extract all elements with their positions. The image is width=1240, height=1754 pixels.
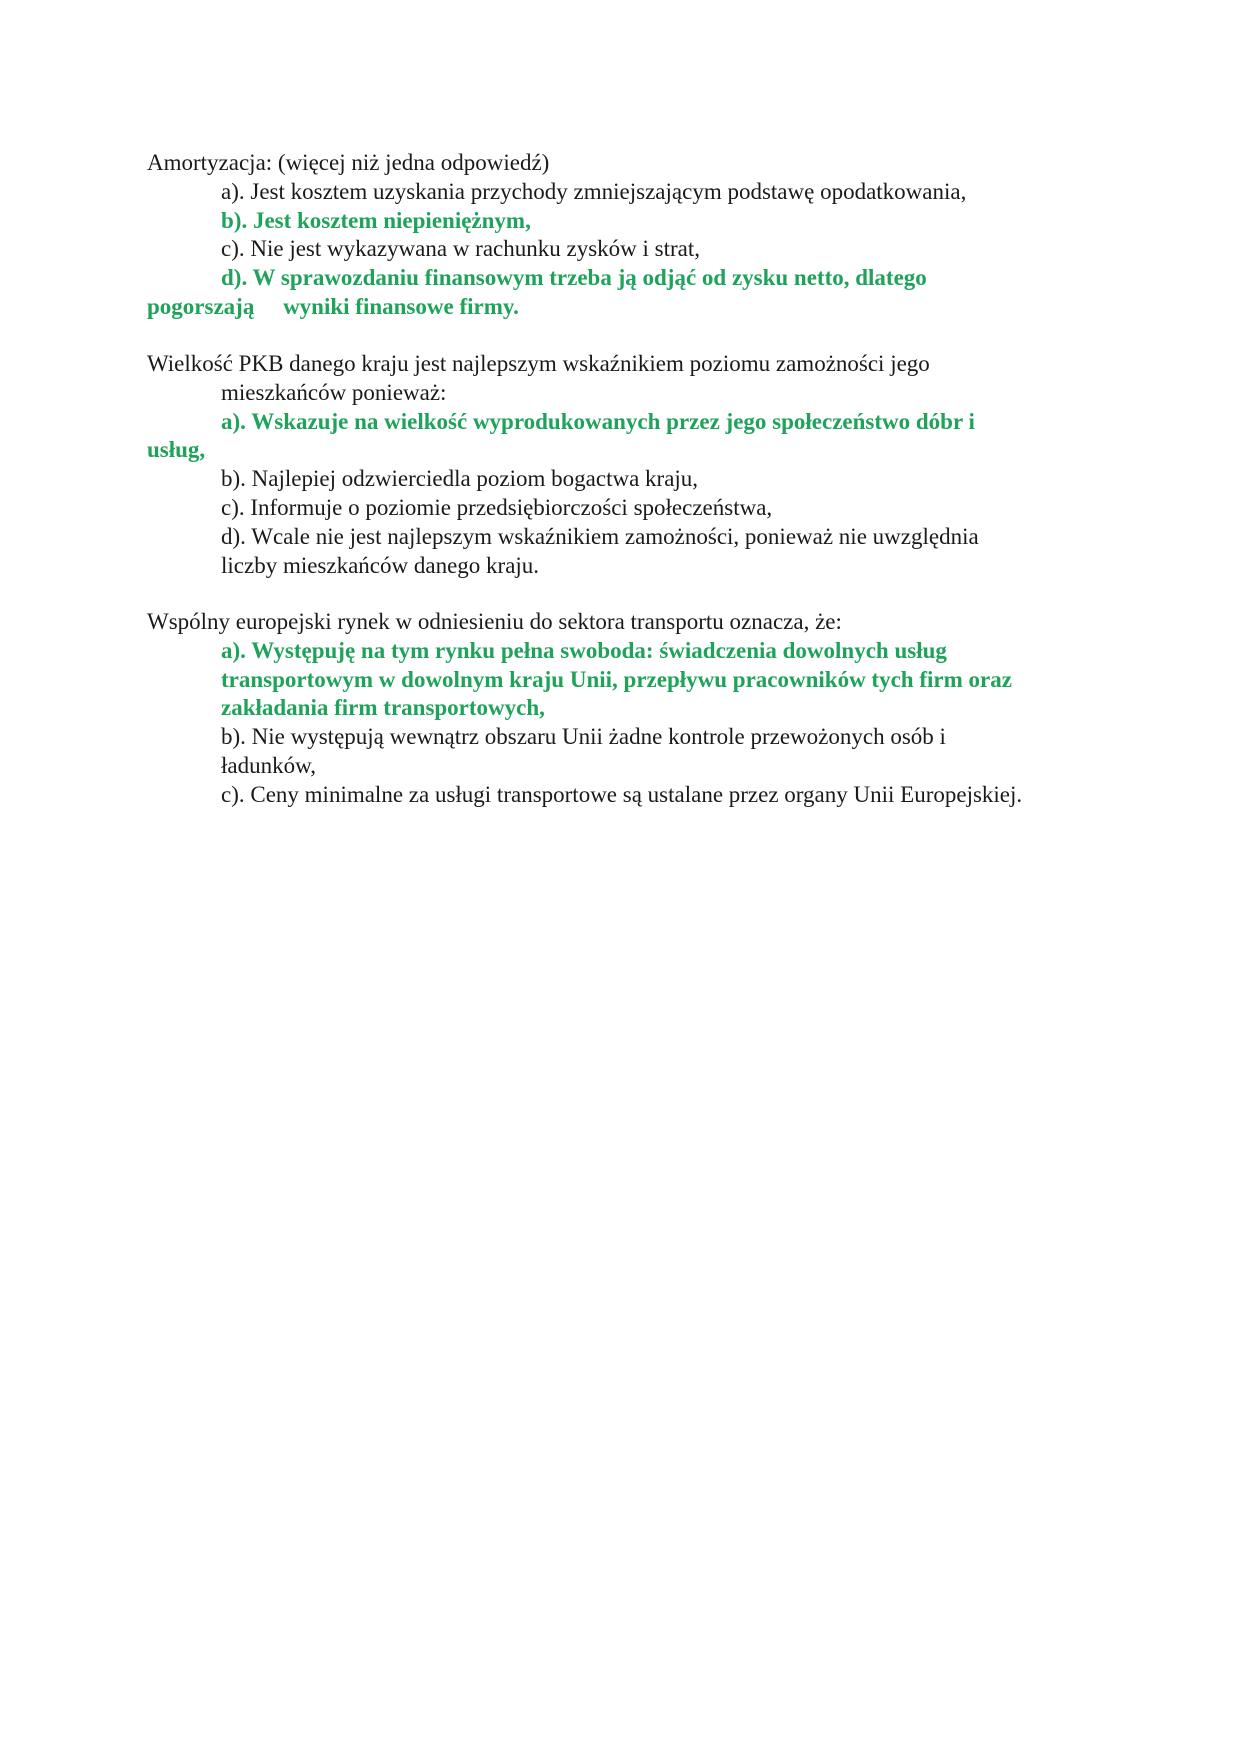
answer-a-correct-continuation: zakładania firm transportowych,: [221, 695, 545, 721]
question-block-pkb: [147, 350, 1107, 580]
question-text-continuation: mieszkańców ponieważ:: [221, 379, 447, 405]
answer-a-correct: a). Wskazuje na wielkość wyprodukowanych przez jego społeczeństwo dóbr i: [221, 408, 975, 434]
answer-d-continuation: liczby mieszkańców danego kraju.: [221, 552, 540, 578]
question-text: Wspólny europejski rynek w odniesieniu do sektora transportu oznacza, że:: [147, 609, 842, 634]
question-text: Amortyzacja: (więcej niż jedna odpowiedź): [147, 150, 550, 175]
question-text: Wielkość PKB danego kraju jest najlepszym wskaźnikiem poziomu zamożności jego: [147, 351, 930, 376]
answer-a-correct: a). Występuję na tym rynku pełna swoboda: świadczenia dowolnych usług: [221, 637, 947, 663]
answer-c: c). Informuje o poziomie przedsiębiorczości społeczeństwa,: [221, 494, 773, 520]
answer-b-correct: b). Jest kosztem niepieniężnym,: [221, 207, 531, 233]
answer-b: b). Najlepiej odzwierciedla poziom bogactwa kraju,: [221, 466, 699, 492]
question-block-amortyzacja: [147, 149, 1107, 322]
answer-b-continuation: ładunków,: [221, 752, 316, 778]
answer-d: d). Wcale nie jest najlepszym wskaźnikiem zamożności, ponieważ nie uwzględnia: [221, 523, 979, 549]
question-block-transport: [147, 608, 1107, 810]
answer-a: a). Jest kosztem uzyskania przychody zmniejszającym podstawę opodatkowania,: [221, 178, 967, 204]
answer-a-correct-continuation: usług,: [147, 437, 206, 463]
answer-b: b). Nie występują wewnątrz obszaru Unii żadne kontrole przewożonych osób i: [221, 724, 946, 750]
answer-c: c). Nie jest wykazywana w rachunku zysków i strat,: [221, 236, 701, 262]
answer-c: c). Ceny minimalne za usługi transportowe są ustalane przez organy Unii Europejskiej.: [221, 781, 1023, 807]
answer-a-correct-continuation: transportowym w dowolnym kraju Unii, przepływu pracowników tych firm oraz: [221, 666, 1012, 692]
answer-d-correct: d). W sprawozdaniu finansowym trzeba ją odjąć od zysku netto, dlatego: [221, 265, 927, 291]
answer-d-correct-continuation: pogorszają wyniki finansowe firmy.: [147, 293, 519, 319]
